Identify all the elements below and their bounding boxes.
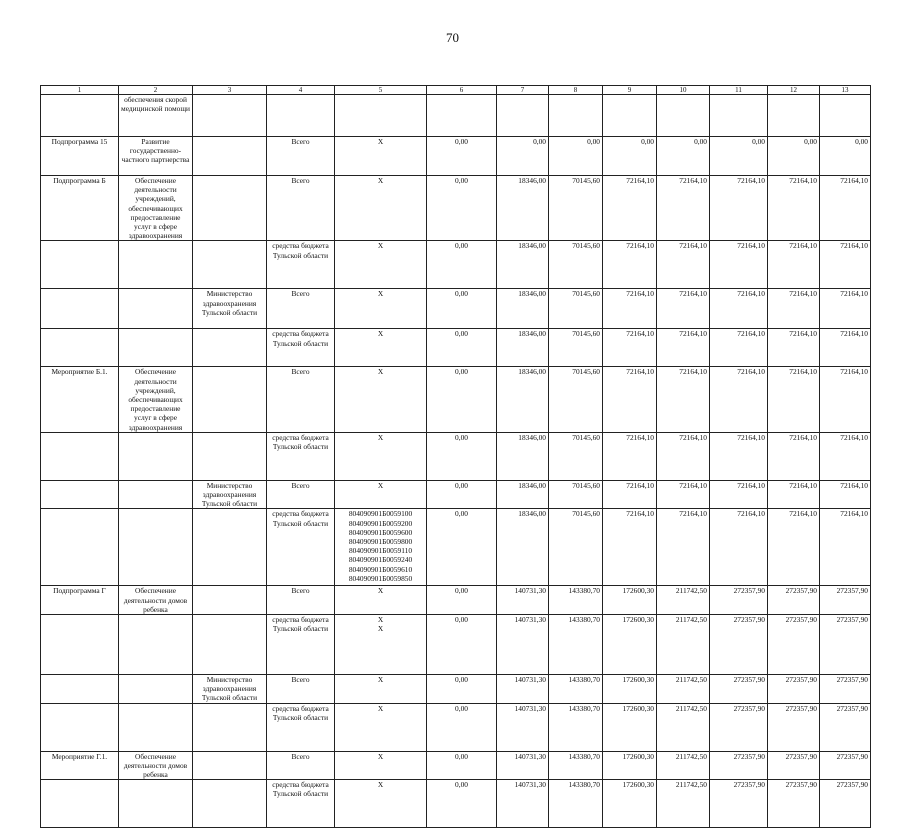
description-cell: Обеспечение деятельности учреждений, обеспечивающих предоставление услуг в сфере здравоохранения <box>119 176 193 241</box>
funding-source-cell: Всего <box>267 367 335 432</box>
amount-cell: 0,00 <box>768 137 820 176</box>
table-row <box>41 329 871 367</box>
description-cell: Обеспечение деятельности домов ребенка <box>119 586 193 615</box>
amount-cell: 143380,70 <box>549 751 603 780</box>
amount-cell: 72164,10 <box>657 432 710 480</box>
description-cell: Обеспечение деятельности домов ребенка <box>119 751 193 780</box>
amount-cell: 72164,10 <box>657 176 710 241</box>
description-cell: Обеспечение деятельности учреждений, обеспечивающих предоставление услуг в сфере здравоохранения <box>119 367 193 432</box>
table-row <box>41 176 871 241</box>
budget-code-cell <box>335 615 427 675</box>
program-name-cell: Мероприятие Г.1. <box>41 751 119 780</box>
program-name-cell <box>41 329 119 367</box>
amount-cell: 272357,90 <box>820 703 871 751</box>
amount-cell: 70145,60 <box>549 329 603 367</box>
executor-cell <box>193 95 267 137</box>
description-cell: Развитие государственно-частного партнерства <box>119 137 193 176</box>
budget-code-cell: X <box>335 367 427 432</box>
budget-code-cell: X <box>335 432 427 480</box>
budget-code-cell: X <box>335 241 427 289</box>
amount-cell: 0,00 <box>427 432 497 480</box>
funding-source-cell: средства бюджета Тульской области <box>267 703 335 751</box>
program-name-cell <box>41 509 119 586</box>
amount-cell: 72164,10 <box>603 289 657 329</box>
amount-cell <box>427 95 497 137</box>
amount-cell: 18346,00 <box>497 241 549 289</box>
amount-cell: 72164,10 <box>768 480 820 509</box>
amount-cell: 211742,50 <box>657 675 710 704</box>
table-row <box>41 289 871 329</box>
executor-cell <box>193 586 267 615</box>
amount-cell: 72164,10 <box>768 176 820 241</box>
amount-cell: 272357,90 <box>820 751 871 780</box>
budget-code: 804090901Б0059850 <box>348 573 413 583</box>
program-name-cell <box>41 432 119 480</box>
description-cell <box>119 509 193 586</box>
executor-cell <box>193 780 267 828</box>
program-name-cell <box>41 675 119 704</box>
description-cell <box>119 432 193 480</box>
amount-cell: 272357,90 <box>820 675 871 704</box>
program-name-cell <box>41 289 119 329</box>
amount-cell: 172600,30 <box>603 615 657 675</box>
column-number: 9 <box>603 86 657 95</box>
amount-cell: 0,00 <box>427 329 497 367</box>
budget-code: 804090901Б0059240 <box>348 555 413 565</box>
table-row <box>41 95 871 137</box>
amount-cell: 272357,90 <box>768 586 820 615</box>
funding-source-cell: средства бюджета Тульской области <box>267 241 335 289</box>
description-cell <box>119 675 193 704</box>
amount-cell: 18346,00 <box>497 480 549 509</box>
column-number: 11 <box>710 86 768 95</box>
executor-cell: Министерство здравоохранения Тульской области <box>193 480 267 509</box>
amount-cell: 72164,10 <box>820 289 871 329</box>
amount-cell <box>768 95 820 137</box>
amount-cell: 0,00 <box>497 137 549 176</box>
table-row <box>41 367 871 432</box>
executor-cell <box>193 615 267 675</box>
executor-cell <box>193 509 267 586</box>
amount-cell: 72164,10 <box>657 329 710 367</box>
budget-code: 804090901Б0059200 <box>348 518 413 528</box>
amount-cell: 0,00 <box>427 509 497 586</box>
executor-cell <box>193 329 267 367</box>
budget-code-cell: X <box>335 751 427 780</box>
amount-cell: 172600,30 <box>603 675 657 704</box>
amount-cell: 72164,10 <box>820 241 871 289</box>
amount-cell: 0,00 <box>820 137 871 176</box>
amount-cell: 72164,10 <box>820 432 871 480</box>
budget-code-cell: X <box>335 703 427 751</box>
executor-cell: Министерство здравоохранения Тульской области <box>193 289 267 329</box>
program-name-cell <box>41 480 119 509</box>
amount-cell: 72164,10 <box>657 241 710 289</box>
budget-code-cell <box>335 509 427 586</box>
amount-cell: 140731,30 <box>497 615 549 675</box>
amount-cell: 143380,70 <box>549 780 603 828</box>
column-number: 7 <box>497 86 549 95</box>
funding-source-cell: Всего <box>267 675 335 704</box>
amount-cell: 72164,10 <box>768 329 820 367</box>
amount-cell: 172600,30 <box>603 780 657 828</box>
amount-cell <box>497 95 549 137</box>
amount-cell: 72164,10 <box>768 241 820 289</box>
table-row <box>41 432 871 480</box>
budget-code-cell: X <box>335 586 427 615</box>
executor-cell <box>193 432 267 480</box>
amount-cell <box>657 95 710 137</box>
budget-code: 804090901Б0059110 <box>348 546 413 556</box>
budget-table <box>40 85 871 828</box>
table-row <box>41 751 871 780</box>
amount-cell: 0,00 <box>549 137 603 176</box>
amount-cell: 211742,50 <box>657 615 710 675</box>
amount-cell: 18346,00 <box>497 509 549 586</box>
amount-cell: 72164,10 <box>768 289 820 329</box>
amount-cell: 211742,50 <box>657 751 710 780</box>
table-row <box>41 509 871 586</box>
amount-cell: 272357,90 <box>710 703 768 751</box>
amount-cell: 0,00 <box>427 176 497 241</box>
column-number: 12 <box>768 86 820 95</box>
amount-cell: 211742,50 <box>657 703 710 751</box>
amount-cell: 143380,70 <box>549 703 603 751</box>
executor-cell <box>193 176 267 241</box>
description-cell <box>119 703 193 751</box>
funding-source-cell: средства бюджета Тульской области <box>267 329 335 367</box>
amount-cell: 272357,90 <box>820 780 871 828</box>
amount-cell: 72164,10 <box>820 509 871 586</box>
funding-source-cell: Всего <box>267 751 335 780</box>
amount-cell: 72164,10 <box>657 289 710 329</box>
amount-cell: 72164,10 <box>710 367 768 432</box>
amount-cell: 0,00 <box>427 615 497 675</box>
amount-cell: 18346,00 <box>497 432 549 480</box>
budget-code: 804090901Б0059600 <box>348 527 413 537</box>
amount-cell: 143380,70 <box>549 675 603 704</box>
amount-cell: 0,00 <box>427 675 497 704</box>
description-cell <box>119 780 193 828</box>
program-name-cell <box>41 615 119 675</box>
budget-code: X <box>377 624 384 634</box>
table-row <box>41 780 871 828</box>
amount-cell: 143380,70 <box>549 615 603 675</box>
amount-cell: 272357,90 <box>768 780 820 828</box>
amount-cell: 72164,10 <box>603 509 657 586</box>
budget-code-cell: X <box>335 329 427 367</box>
amount-cell: 172600,30 <box>603 703 657 751</box>
budget-code: 804090901Б0059800 <box>348 537 413 547</box>
amount-cell <box>710 95 768 137</box>
amount-cell: 72164,10 <box>768 367 820 432</box>
amount-cell: 72164,10 <box>710 509 768 586</box>
table-row <box>41 137 871 176</box>
program-name-cell <box>41 780 119 828</box>
amount-cell: 0,00 <box>427 751 497 780</box>
funding-source-cell: средства бюджета Тульской области <box>267 615 335 675</box>
column-number: 4 <box>267 86 335 95</box>
program-name-cell <box>41 703 119 751</box>
amount-cell: 140731,30 <box>497 751 549 780</box>
amount-cell: 18346,00 <box>497 329 549 367</box>
amount-cell: 72164,10 <box>710 176 768 241</box>
amount-cell: 272357,90 <box>768 751 820 780</box>
column-number: 8 <box>549 86 603 95</box>
funding-source-cell: Всего <box>267 586 335 615</box>
amount-cell: 272357,90 <box>710 751 768 780</box>
program-name-cell: Подпрограмма Б <box>41 176 119 241</box>
column-number: 6 <box>427 86 497 95</box>
column-number: 1 <box>41 86 119 95</box>
amount-cell: 0,00 <box>427 289 497 329</box>
funding-source-cell: Всего <box>267 289 335 329</box>
amount-cell: 72164,10 <box>710 289 768 329</box>
amount-cell: 72164,10 <box>710 432 768 480</box>
amount-cell: 272357,90 <box>768 615 820 675</box>
budget-code-cell: X <box>335 480 427 509</box>
amount-cell: 72164,10 <box>603 241 657 289</box>
description-cell: обеспечения скорой медицинской помощи <box>119 95 193 137</box>
funding-source-cell: средства бюджета Тульской области <box>267 780 335 828</box>
executor-cell <box>193 367 267 432</box>
amount-cell: 211742,50 <box>657 780 710 828</box>
amount-cell: 143380,70 <box>549 586 603 615</box>
page-number: 70 <box>446 30 459 45</box>
amount-cell: 70145,60 <box>549 367 603 432</box>
amount-cell <box>820 95 871 137</box>
funding-source-cell <box>267 95 335 137</box>
budget-code: X <box>377 615 384 625</box>
amount-cell: 18346,00 <box>497 176 549 241</box>
column-number-row <box>41 86 871 95</box>
amount-cell: 18346,00 <box>497 289 549 329</box>
amount-cell: 72164,10 <box>657 367 710 432</box>
description-cell <box>119 329 193 367</box>
table-row <box>41 586 871 615</box>
amount-cell: 140731,30 <box>497 675 549 704</box>
program-name-cell: Мероприятие Б.1. <box>41 367 119 432</box>
amount-cell: 140731,30 <box>497 586 549 615</box>
amount-cell: 272357,90 <box>820 586 871 615</box>
amount-cell: 72164,10 <box>710 329 768 367</box>
amount-cell: 72164,10 <box>768 432 820 480</box>
executor-cell <box>193 137 267 176</box>
amount-cell: 272357,90 <box>768 675 820 704</box>
amount-cell <box>549 95 603 137</box>
executor-cell <box>193 703 267 751</box>
amount-cell: 72164,10 <box>657 509 710 586</box>
amount-cell: 211742,50 <box>657 586 710 615</box>
amount-cell: 18346,00 <box>497 367 549 432</box>
budget-code-cell: X <box>335 289 427 329</box>
funding-source-cell: Всего <box>267 137 335 176</box>
amount-cell: 0,00 <box>427 703 497 751</box>
funding-source-cell: Всего <box>267 176 335 241</box>
table-row <box>41 480 871 509</box>
amount-cell: 72164,10 <box>820 480 871 509</box>
column-number: 2 <box>119 86 193 95</box>
amount-cell: 72164,10 <box>603 432 657 480</box>
amount-cell: 72164,10 <box>820 176 871 241</box>
budget-code-cell: X <box>335 675 427 704</box>
table-row <box>41 703 871 751</box>
amount-cell: 70145,60 <box>549 480 603 509</box>
budget-code-cell: X <box>335 137 427 176</box>
amount-cell: 140731,30 <box>497 780 549 828</box>
funding-source-cell: средства бюджета Тульской области <box>267 509 335 586</box>
amount-cell <box>603 95 657 137</box>
column-number: 13 <box>820 86 871 95</box>
amount-cell: 172600,30 <box>603 586 657 615</box>
amount-cell: 70145,60 <box>549 241 603 289</box>
description-cell <box>119 480 193 509</box>
amount-cell: 172600,30 <box>603 751 657 780</box>
description-cell <box>119 289 193 329</box>
budget-code: 804090901Б0059100 <box>348 509 413 519</box>
table-row <box>41 675 871 704</box>
budget-code-cell: X <box>335 780 427 828</box>
amount-cell: 0,00 <box>427 241 497 289</box>
amount-cell: 72164,10 <box>820 329 871 367</box>
table-row <box>41 615 871 675</box>
amount-cell: 70145,60 <box>549 176 603 241</box>
amount-cell: 72164,10 <box>603 329 657 367</box>
funding-source-cell: Всего <box>267 480 335 509</box>
amount-cell: 0,00 <box>603 137 657 176</box>
amount-cell: 0,00 <box>710 137 768 176</box>
amount-cell: 0,00 <box>427 367 497 432</box>
column-number: 10 <box>657 86 710 95</box>
amount-cell: 272357,90 <box>710 586 768 615</box>
amount-cell: 272357,90 <box>768 703 820 751</box>
amount-cell: 0,00 <box>427 586 497 615</box>
amount-cell: 272357,90 <box>710 615 768 675</box>
amount-cell: 72164,10 <box>657 480 710 509</box>
amount-cell: 72164,10 <box>710 480 768 509</box>
table-row <box>41 241 871 289</box>
budget-code: 804090901Б0059610 <box>348 564 413 574</box>
amount-cell: 272357,90 <box>820 615 871 675</box>
column-number: 3 <box>193 86 267 95</box>
amount-cell: 0,00 <box>427 780 497 828</box>
amount-cell: 72164,10 <box>710 241 768 289</box>
program-name-cell <box>41 241 119 289</box>
amount-cell: 70145,60 <box>549 432 603 480</box>
executor-cell: Министерство здравоохранения Тульской области <box>193 675 267 704</box>
amount-cell: 70145,60 <box>549 509 603 586</box>
amount-cell: 72164,10 <box>603 480 657 509</box>
description-cell <box>119 241 193 289</box>
budget-code-cell <box>335 95 427 137</box>
amount-cell: 72164,10 <box>768 509 820 586</box>
amount-cell: 70145,60 <box>549 289 603 329</box>
amount-cell: 72164,10 <box>603 176 657 241</box>
budget-code-cell: X <box>335 176 427 241</box>
amount-cell: 272357,90 <box>710 780 768 828</box>
program-name-cell: Подпрограмма Г <box>41 586 119 615</box>
program-name-cell <box>41 95 119 137</box>
amount-cell: 0,00 <box>427 480 497 509</box>
amount-cell: 72164,10 <box>820 367 871 432</box>
executor-cell <box>193 751 267 780</box>
amount-cell: 72164,10 <box>603 367 657 432</box>
description-cell <box>119 615 193 675</box>
amount-cell: 140731,30 <box>497 703 549 751</box>
amount-cell: 272357,90 <box>710 675 768 704</box>
funding-source-cell: средства бюджета Тульской области <box>267 432 335 480</box>
amount-cell: 0,00 <box>657 137 710 176</box>
executor-cell <box>193 241 267 289</box>
column-number: 5 <box>335 86 427 95</box>
program-name-cell: Подпрограмма 15 <box>41 137 119 176</box>
amount-cell: 0,00 <box>427 137 497 176</box>
